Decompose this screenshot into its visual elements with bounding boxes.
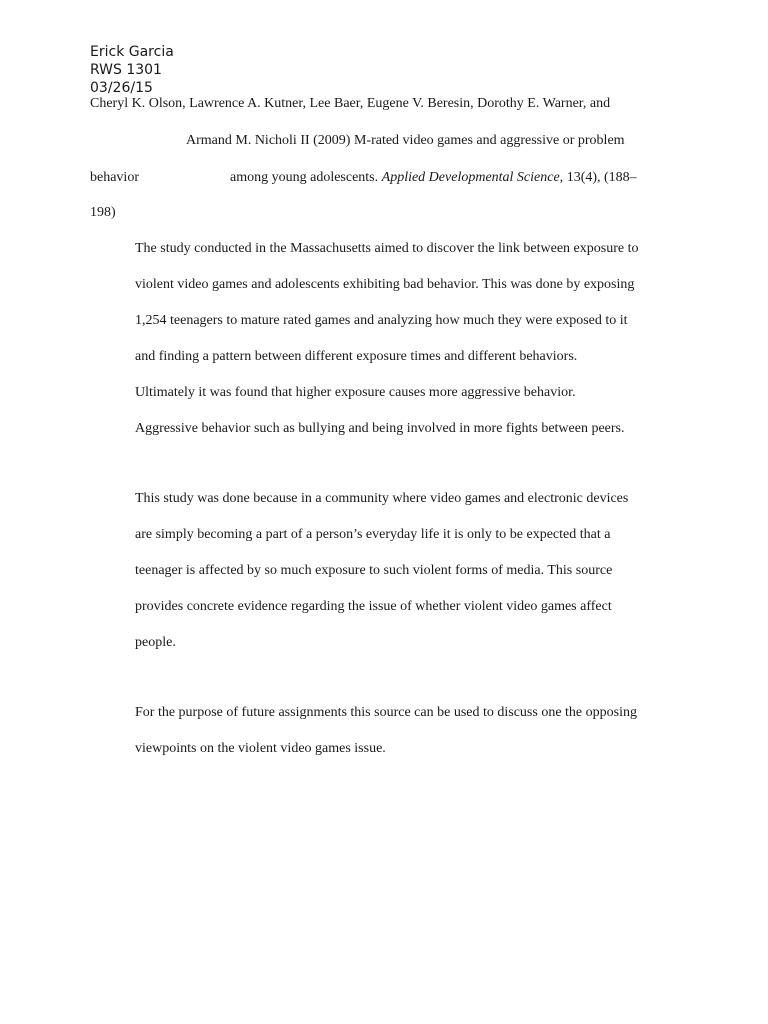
paragraph-line: Ultimately it was found that higher exposure causes more aggressive behavior. xyxy=(135,385,576,400)
paragraph-line: teenager is affected by so much exposure to such violent forms of media. This source xyxy=(135,563,613,578)
paragraph-line: provides concrete evidence regarding the issue of whether violent video games affect xyxy=(135,599,612,614)
paragraph-line: The study conducted in the Massachusetts aimed to discover the link between exposure to xyxy=(135,241,639,256)
paragraph-rationale xyxy=(135,481,695,661)
citation-line-3-rest xyxy=(230,170,637,186)
paragraph-line: Aggressive behavior such as bullying and being involved in more fights between peers. xyxy=(135,421,625,436)
citation-volume: 13(4), (188– xyxy=(566,170,637,185)
paragraph-line: and finding a pattern between different exposure times and different behaviors. xyxy=(135,349,578,364)
author-name: Erick Garcia xyxy=(90,44,174,60)
paragraph-line: For the purpose of future assignments this source can be used to discuss one the opposing xyxy=(135,705,637,720)
paragraph-summary xyxy=(135,231,695,447)
citation-line-1: Cheryl K. Olson, Lawrence A. Kutner, Lee Baer, Eugene V. Beresin, Dorothy E. Warner, and xyxy=(90,96,611,111)
paragraph-line: violent video games and adolescents exhibiting bad behavior. This was done by exposing xyxy=(135,277,635,292)
citation-line-4: 198) xyxy=(90,205,116,220)
paragraph-line: This study was done because in a community where video games and electronic devices xyxy=(135,491,629,506)
paragraph-line: people. xyxy=(135,635,176,650)
paragraph-line: 1,254 teenagers to mature rated games and analyzing how much they were exposed to it xyxy=(135,313,628,328)
journal-title: Applied Developmental Science, xyxy=(381,170,564,185)
paragraph-line: viewpoints on the violent video games issue. xyxy=(135,741,386,756)
citation-line-3-start: behavior xyxy=(90,170,139,185)
paragraph-line: are simply becoming a part of a person’s everyday life it is only to be expected that a xyxy=(135,527,611,542)
citation-line-2: Armand M. Nicholi II (2009) M-rated video games and aggressive or problem xyxy=(186,133,625,148)
citation-text: among young adolescents. xyxy=(230,170,379,185)
paragraph-usage xyxy=(135,695,695,767)
document-date: 03/26/15 xyxy=(90,80,153,96)
course-code: RWS 1301 xyxy=(90,62,162,78)
